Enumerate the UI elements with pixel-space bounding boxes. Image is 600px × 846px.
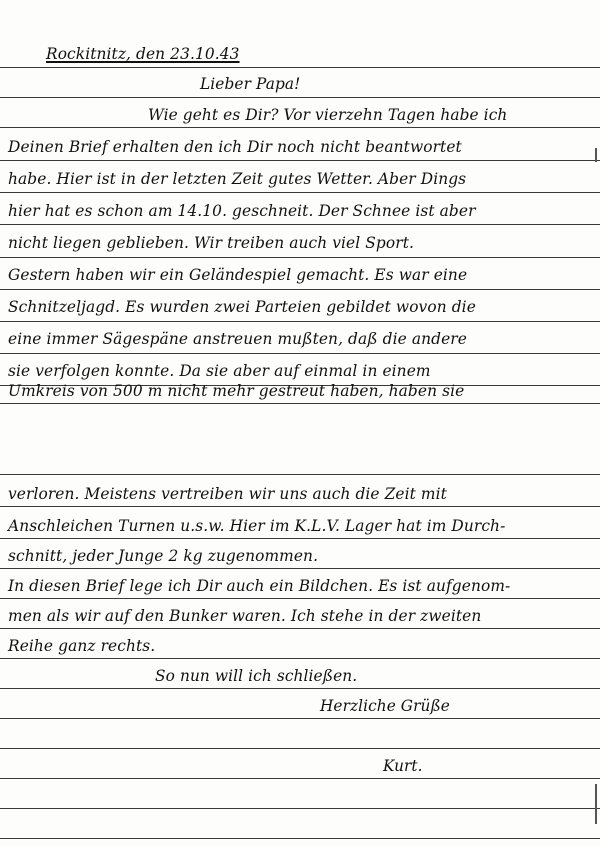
ruled-line (0, 688, 600, 689)
ruled-line (0, 808, 600, 809)
letter-line: Wie geht es Dir? Vor vierzehn Tagen habe ich (148, 106, 508, 124)
letter-line: In diesen Brief lege ich Dir auch ein Bildchen. Es ist aufgenom- (8, 577, 511, 595)
ruled-line (0, 289, 600, 290)
letter-line: eine immer Sägespäne anstreuen mußten, daß die andere (8, 330, 467, 348)
ruled-line (0, 658, 600, 659)
letter-line: men als wir auf den Bunker waren. Ich stehe in der zweiten (8, 607, 482, 625)
ruled-line (0, 718, 600, 719)
ruled-line (0, 127, 600, 128)
letter-line: habe. Hier ist in der letzten Zeit gutes Wetter. Aber Dings (8, 170, 467, 188)
letter-line: Reihe ganz rechts. (8, 637, 156, 655)
letter-salutation: Lieber Papa! (200, 75, 301, 93)
ruled-line (0, 403, 600, 404)
ruled-line (0, 568, 600, 569)
letter-closing: Herzliche Grüße (320, 697, 450, 715)
letter-dateline: Rockitnitz, den 23.10.43 (46, 45, 240, 63)
ruled-line (0, 748, 600, 749)
ruled-line (0, 257, 600, 258)
letter-line: Deinen Brief erhalten den ich Dir noch nicht beantwortet (8, 138, 462, 156)
ruled-line (0, 598, 600, 599)
letter-line: Gestern haben wir ein Geländespiel gemacht. Es war eine (8, 266, 468, 284)
edge-mark (595, 784, 597, 824)
ruled-line (0, 628, 600, 629)
letter-line: verloren. Meistens vertreiben wir uns auch die Zeit mit (8, 485, 447, 503)
letter-line: Schnitzeljagd. Es wurden zwei Parteien gebildet wovon die (8, 298, 476, 316)
letter-line: So nun will ich schließen. (155, 667, 358, 685)
ruled-line (0, 778, 600, 779)
ruled-line (0, 160, 600, 161)
ruled-line (0, 97, 600, 98)
letter-signature: Kurt. (383, 757, 423, 775)
letter-line: Umkreis von 500 m nicht mehr gestreut haben, haben sie (8, 382, 465, 400)
ruled-line (0, 67, 600, 68)
ruled-line (0, 538, 600, 539)
letter-line: hier hat es schon am 14.10. geschneit. Der Schnee ist aber (8, 202, 476, 220)
letter-line: Anschleichen Turnen u.s.w. Hier im K.L.V. Lager hat im Durch- (8, 517, 506, 535)
letter-line: schnitt, jeder Junge 2 kg zugenommen. (8, 547, 319, 565)
ruled-line (0, 838, 600, 839)
ruled-line (0, 506, 600, 507)
ruled-line (0, 353, 600, 354)
edge-mark (595, 148, 597, 162)
ruled-line (0, 192, 600, 193)
ruled-line (0, 321, 600, 322)
letter-line: sie verfolgen konnte. Da sie aber auf einmal in einem (8, 362, 431, 380)
ruled-line (0, 224, 600, 225)
letter-line: nicht liegen geblieben. Wir treiben auch viel Sport. (8, 234, 414, 252)
ruled-line (0, 474, 600, 475)
